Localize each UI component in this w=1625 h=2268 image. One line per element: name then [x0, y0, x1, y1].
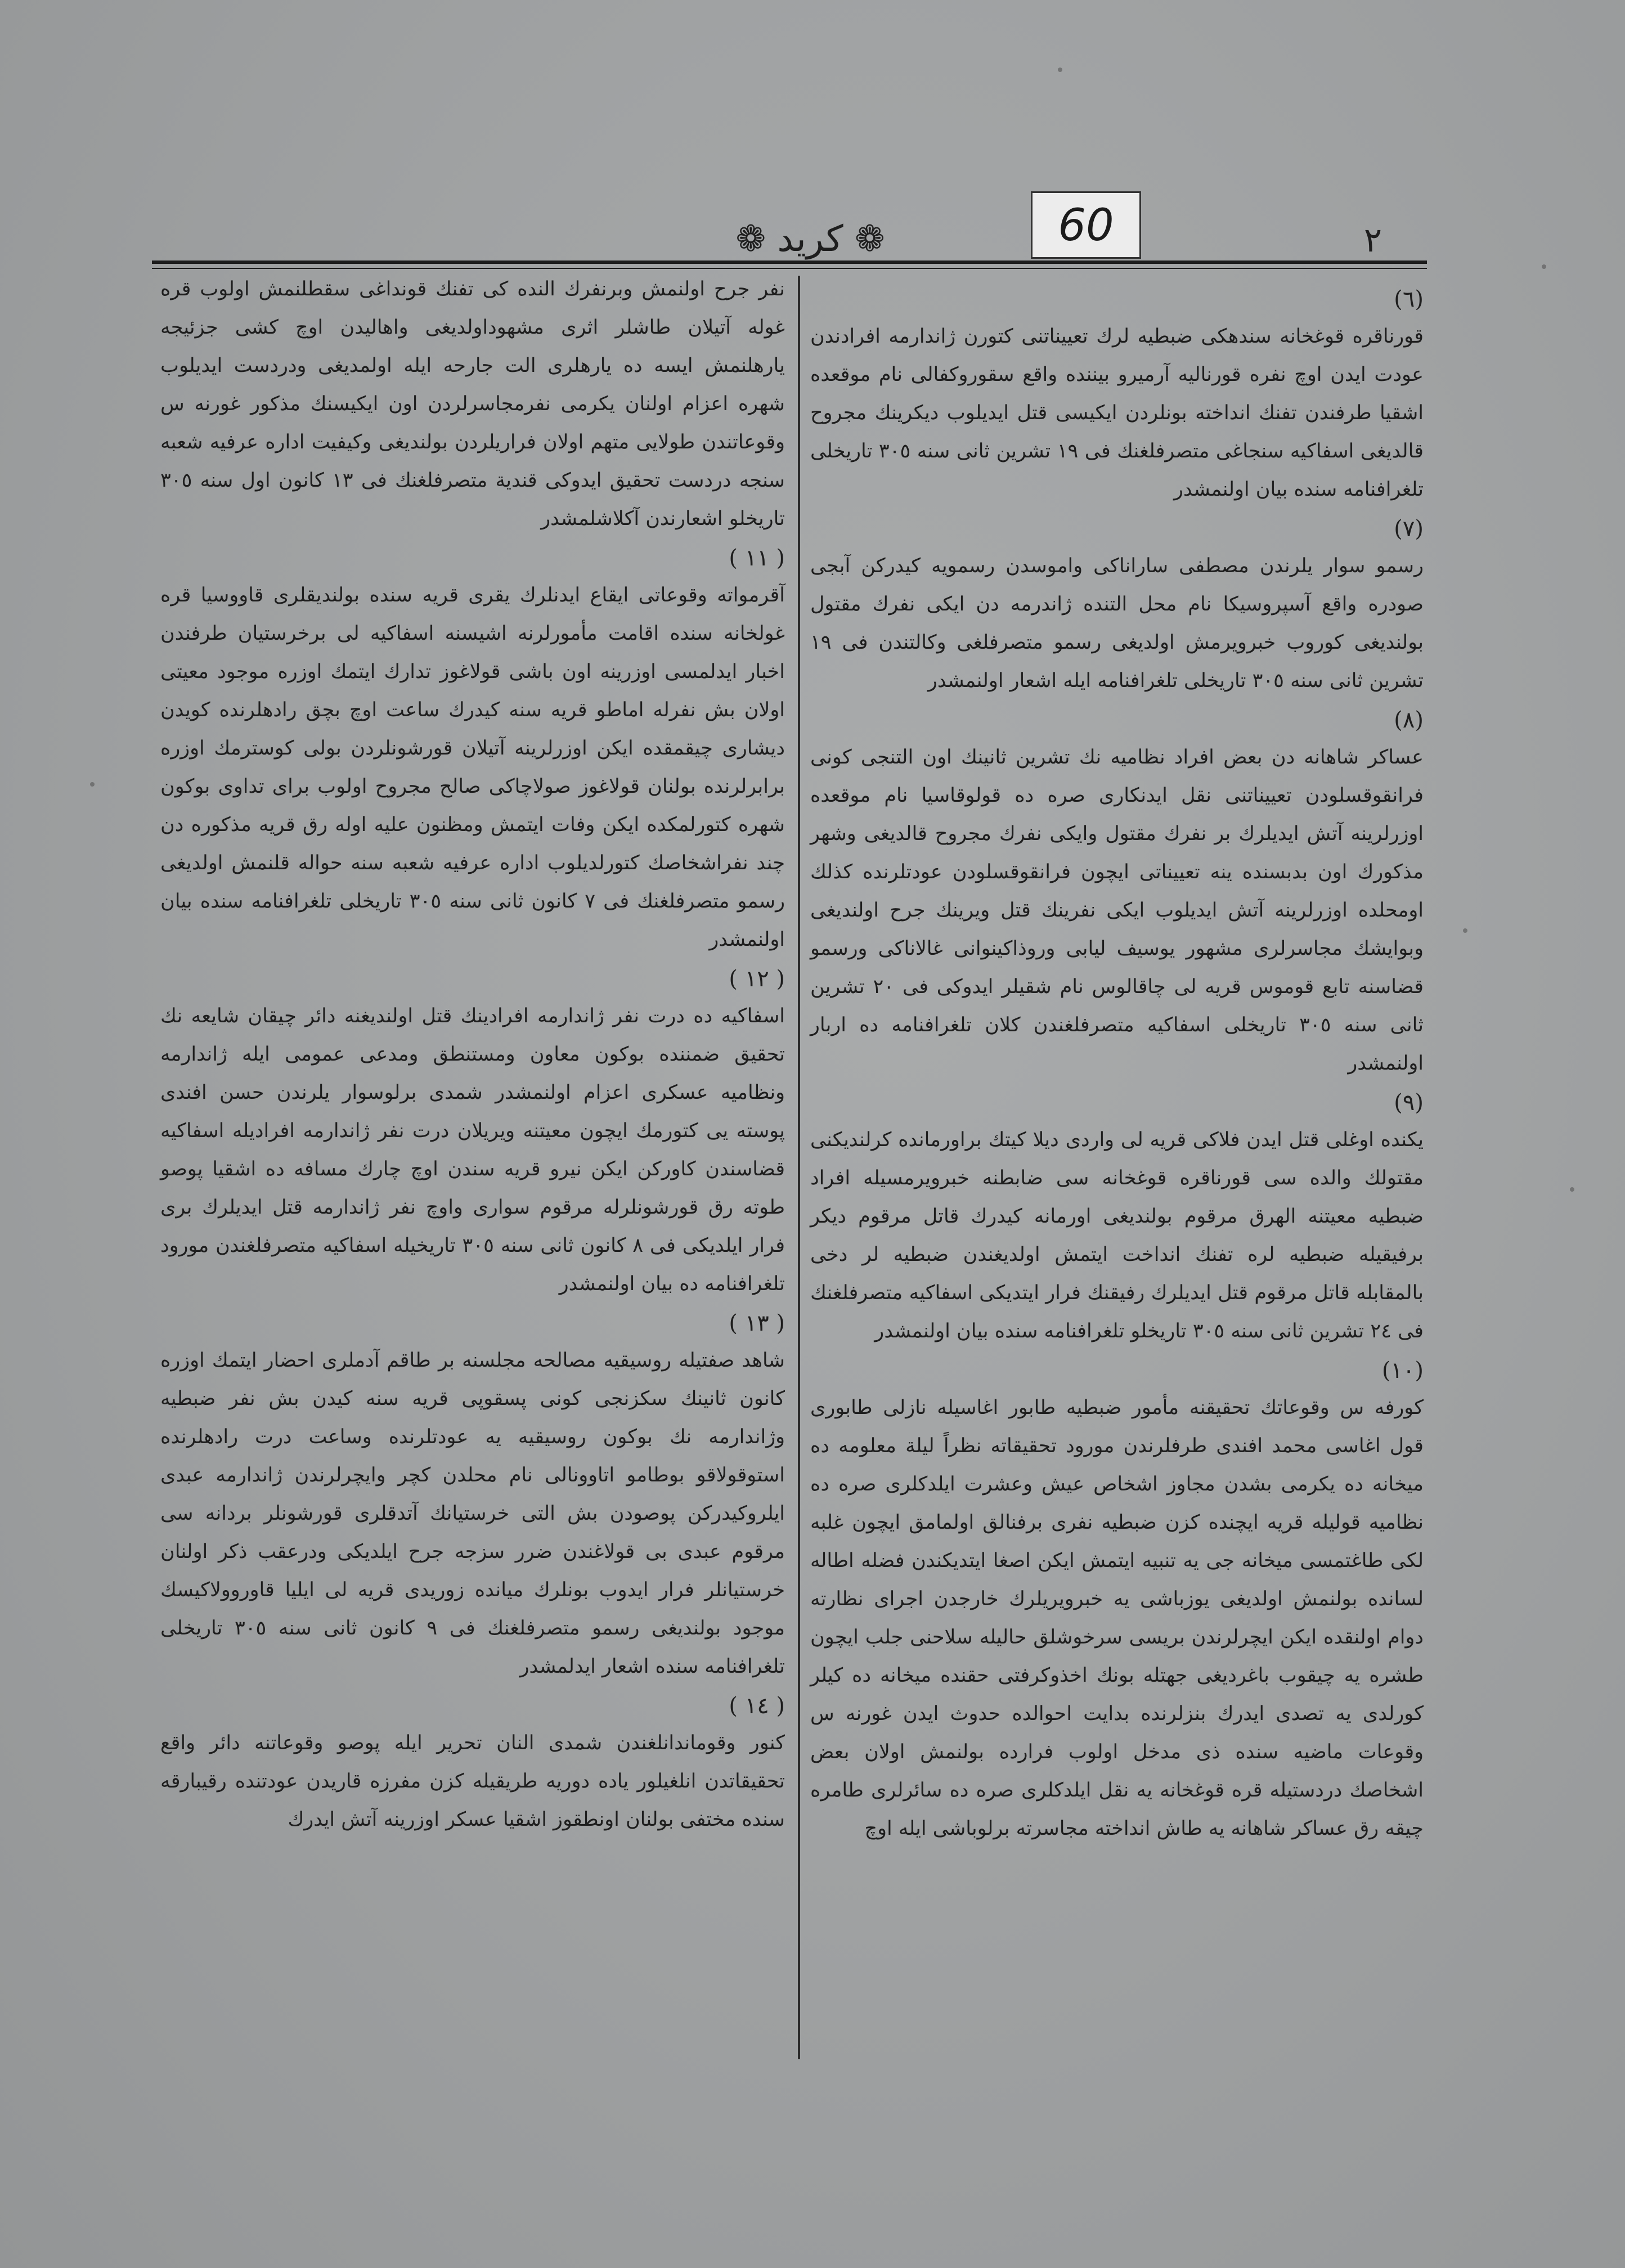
section-12 [160, 961, 785, 1303]
column-divider [798, 276, 800, 2059]
section-10-continued [160, 270, 785, 538]
paper-speck [1570, 1187, 1574, 1192]
section-number: ( ١٣ ) [729, 1310, 785, 1336]
page-digit: ٢ [1363, 221, 1382, 260]
section-text: كنور وقوماندانلغندن شمدى النان تحرير ايله پوصو وقوعاتنه دائر واقع تحقيقاتدن انلغيلور ياده دوريه طريقيله كزن مفرزه قاريدن عودتنده رقيبارقه سنده مختفى بولنان اونطقوز اشقيا عسكر اوزرينه آتش ايدرك [160, 1732, 785, 1831]
paper-speck [1463, 928, 1467, 933]
section-text: اسفاكيه ده درت نفر ژاندارمه افرادينك قتل اولنديغنه دائر چيقان شايعه نك تحقيق ضمننده بوكون معاون ومستنطق ومدعى عمومى ايله ژاندارمه ونظاميه عسكرى اعزام اولنمشدر شمدى برلوسوار يلرندن حسن افندى پوسته يى كتورمك ايچون معيتنه ويريلان درت نفر ژاندارمه افراديله اسفاكيه قضاسندن كاوركن ايكن نيرو قريه سندن اوچ چارك مسافه ده اشقيا پوصو طوته رق قورشونلرله مرقوم سوارى واوچ نفر ژاندارمه قتل ايديلرك برى فرار ايلديكى فى ٨ كانون ثانى سنه ٣٠٥ تاريخيله اسفاكيه متصرفلغندن مورود تلغرافنامه ده بيان اولنمشدر [160, 1005, 785, 1295]
section-text: نفر جرح اولنمش وبرنفرك النده كى تفنك قونداغى سقطلنمش اولوب قره غوله آتيلان طاشلر اثرى مشهوداولديغى واهاليدن اوچ كشى جزئيجه يارهلنمش ايسه ده يارهلرى الت جارحه ايله اولمديغى ودردست ايديلوب شهره اعزام اولنان يكرمى نفرمجاسرلردن اون ايكيسنك مذكور غورنه س وقوعاتندن طولايى متهم اولان فراريلردن بولنديغى وكيفيت اداره عرفيه شعبه سنجه دردست تحقيق ايدوكى قندية متصرفلغنك فى ١٣ كانون اول سنه ٣٠٥ تاريخلو اشعارندن آكلاشلمشدر [160, 278, 785, 530]
journal-title: ❁ كريد ❁ [735, 218, 885, 260]
header-rule-thin [152, 268, 1427, 269]
left-column [160, 270, 785, 2042]
section-number: ( ١٤ ) [729, 1693, 785, 1719]
paper-speck [1058, 68, 1062, 72]
section-text: يكنده اوغلى قتل ايدن فلاكى قريه لى واردى ديلا كيتك براورمانده كرلنديكنى مقتولك والده سى قورناقره قوغخانه سى ضابطنه خبرويرمسيله افراد ضبطيه معيتنه الهرق مرقوم بولنديغى اورمانه كيدرك قاتل مرقوم ديكر برفيقيله ضبطيه لره تفنك انداخت ايتمش اولديغندن ضبطيه لر دخى بالمقابله قاتل مرقوم قتل ايديلرك رفيقنك فرار ايتديكى اسفاكيه متصرفلغنك فى ٢٤ تشرين ثانى سنه ٣٠٥ تاريخلو تلغرافنامه سنده بيان اولنمشدر [810, 1129, 1424, 1342]
section-9 [810, 1085, 1424, 1350]
section-text: قورناقره قوغخانه سندهكى ضبطيه لرك تعييناتنى كتورن ژاندارمه افرادندن عودت ايدن اوچ نفره قورناليه آرميرو بيننده واقع سقوروكفالى نام موقعده اشقيا طرفندن تفنك انداخته بونلردن ايكيسى قتل ايديلوب ديكرينك مجروح قالديغى اسفاكيه سنجاغى متصرفلغنك فى ١٩ تشرين ثانى سنه ٣٠٥ تاريخلى تلغرافنامه سنده بيان اولنمشدر [810, 325, 1424, 501]
section-text: شاهد صفتيله روسيقيه مصالحه مجلسنه بر طاقم آدملرى احضار ايتمك اوزره كانون ثانينك سكزنجى كونى پسقوپى قريه سنه كيدن بش نفر ضبطيه وژاندارمه نك بوكون روسيقيه يه عودتلرنده وساعت درت رادهلرنده استوقولاقو بوطامو اتاوونالى نام محلدن كچر وايچرلرندن ژاندارمه عبدى ايلروكيدركن پوصودن بش التى خرستيانك آتدقلرى قورشونلر بردانه سى مرقوم عبدى بى قولاغندن ضرر سزجه جرح ايلديكى ودرعقب ذكر اولنان خرستيانلر فرار ايدوب بونلرك ميانده زوريدى قريه لى ايليا قاوروولاكيسك موجود بولنديغى رسمو متصرفلغنك فى ٩ كانون ثانى سنه ٣٠٥ تاريخلى تلغرافنامه سنده اشعار ايدلمشدر [160, 1349, 785, 1678]
section-number: (١٠) [1381, 1358, 1424, 1384]
section-text: كورفه س وقوعاتك تحقيقنه مأمور ضبطيه طابور اغاسيله نازلى طابورى قول اغاسى محمد افندى طرفلرندن مورود تحقيقاته نظراً ليلة معلومه ده ميخانه ده يكرمى بشدن مجاوز اشخاص عيش وعشرت ايلدكلرى صره ده نظاميه قوليله قريه ايچنده كزن ضبطيه نفرى برفنالق اولمامق ايچون غلبه لكى طاغتمسى ميخانه جى يه تنبيه ايتمش ايكن اصغا ايتديكندن فضله اطاله لسانده بولنمش اولديغى يوزباشى يه خبرويريلرك خارجدن اجراى نظارته دوام اولنقده ايكن ايچرلرندن بريسى سرخوشلق حاليله سلاحنى جلب ايچون طشره يه چيقوب باغرديغى جهتله بونك اخذوكرفتى حقنده ميخانه ده كيلر كورلدى يه تصدى ايدرك بنزلرنده بدايت احوالده حدوث ايدن غورنه س وقوعات ماضيه سنده ذى مدخل اولوب فرارده بولنمش اولان بعض اشخاصك دردستيله قره قوغخانه يه نقل ايلدكلرى صره ده سائرلرى طامره چيقه رق عساكر شاهانه يه طاش انداخته مجاسرته برلوباشى ايله اوچ [810, 1396, 1424, 1840]
header-rule [152, 261, 1427, 264]
section-13 [160, 1305, 785, 1686]
section-text: رسمو سوار يلرندن مصطفى ساراناكى واموسدن رسمويه كيدركن آبجى صودره واقع آسپروسيكا نام محل التنده ژاندرمه دن ايكى نفرك مقتول بولنديغى كوروب خبرويرمش اولديغى رسمو متصرفلغى وكالتندن فى ١٩ تشرين ثانى سنه ٣٠٥ تاريخلى تلغرافنامه ايله اشعار اولنمشدر [810, 555, 1424, 692]
section-text: آقرمواته وقوعاتى ايقاع ايدنلرك يقرى قريه سنده بولنديقلرى قاووسيا قره غولخانه سنده اقامت مأمورلرنه اشيسنه اسفاكيه لى برخرستيان طرفندن اخبار ايدلمسى اوزرينه اون باشى قولاغوز تدارك ايتمك اوزره موجود معيتى اولان بش نفرله اماطو قريه سنه كيدرك ساعت اوچ بچق رادهلرنده كويدن ديشارى چيقمقده ايكن اوزرلرينه آتيلان قورشونلردن بولى كوسترمك اوزره برابرلرنده بولنان قولاغوز صولاچاكى صالح مجروح اولوب براى تداوى بوكون شهره كتورلمكده ايكن وفات ايتمش ومظنون عليه اوله رق قريه مذكوره دن چند نفراشخاصك كتورلديلوب اداره عرفيه شعبه سنه حواله قلنمش اولديغى رسمو متصرفلغنك فى ٧ كانون ثانى سنه ٣٠٥ تاريخلى تلغرافنامه سنده بيان اولنمشدر [160, 584, 785, 951]
section-number: (٦) [1394, 286, 1424, 312]
paper-speck [90, 782, 95, 787]
right-column [810, 281, 1424, 2037]
paper-speck [1542, 264, 1546, 269]
section-8 [810, 702, 1424, 1083]
section-text: عساكر شاهانه دن بعض افراد نظاميه نك تشرين ثانينك اون التنجى كونى فرانقوقسلودن تعييناتنى نقل ايدنكارى صره ده قولوقاسيا نام موقعده اوزرلرينه آتش ايديلرك بر نفرك مقتول وايكى نفرك مجروح قالديغى وشهر مذكورك اون بدبسنده ينه تعييناتى ايچون فرانقوقسلودن عودتلرنده كذلك اومحلده اوزرلرينه آتش ايديلوب ايكى نفرينك قتل ويرينك جرح اولنديغى وبوايشك مجاسرلرى مشهور يوسيف ليابى وروذاكينوانى غالاناكى ورسمو قضاسنه تابع قوموس قريه لى چاقالوس نام شقيلر ايدوكى فى ٢٠ تشرين ثانى سنه ٣٠٥ تاريخلى اسفاكيه متصرفلغندن كلان تلغرافنامه ده اربار اولنمشدر [810, 746, 1424, 1075]
section-number: (٩) [1394, 1090, 1424, 1116]
section-number: ( ١١ ) [729, 545, 785, 571]
section-number: (٨) [1394, 707, 1424, 733]
section-10 [810, 1353, 1424, 1848]
page-number-box: 60 [1031, 191, 1141, 259]
section-number: (٧) [1394, 516, 1424, 542]
section-7 [810, 511, 1424, 700]
section-11 [160, 540, 785, 959]
section-14 [160, 1688, 785, 1839]
section-6 [810, 281, 1424, 509]
section-number: ( ١٢ ) [729, 966, 785, 992]
